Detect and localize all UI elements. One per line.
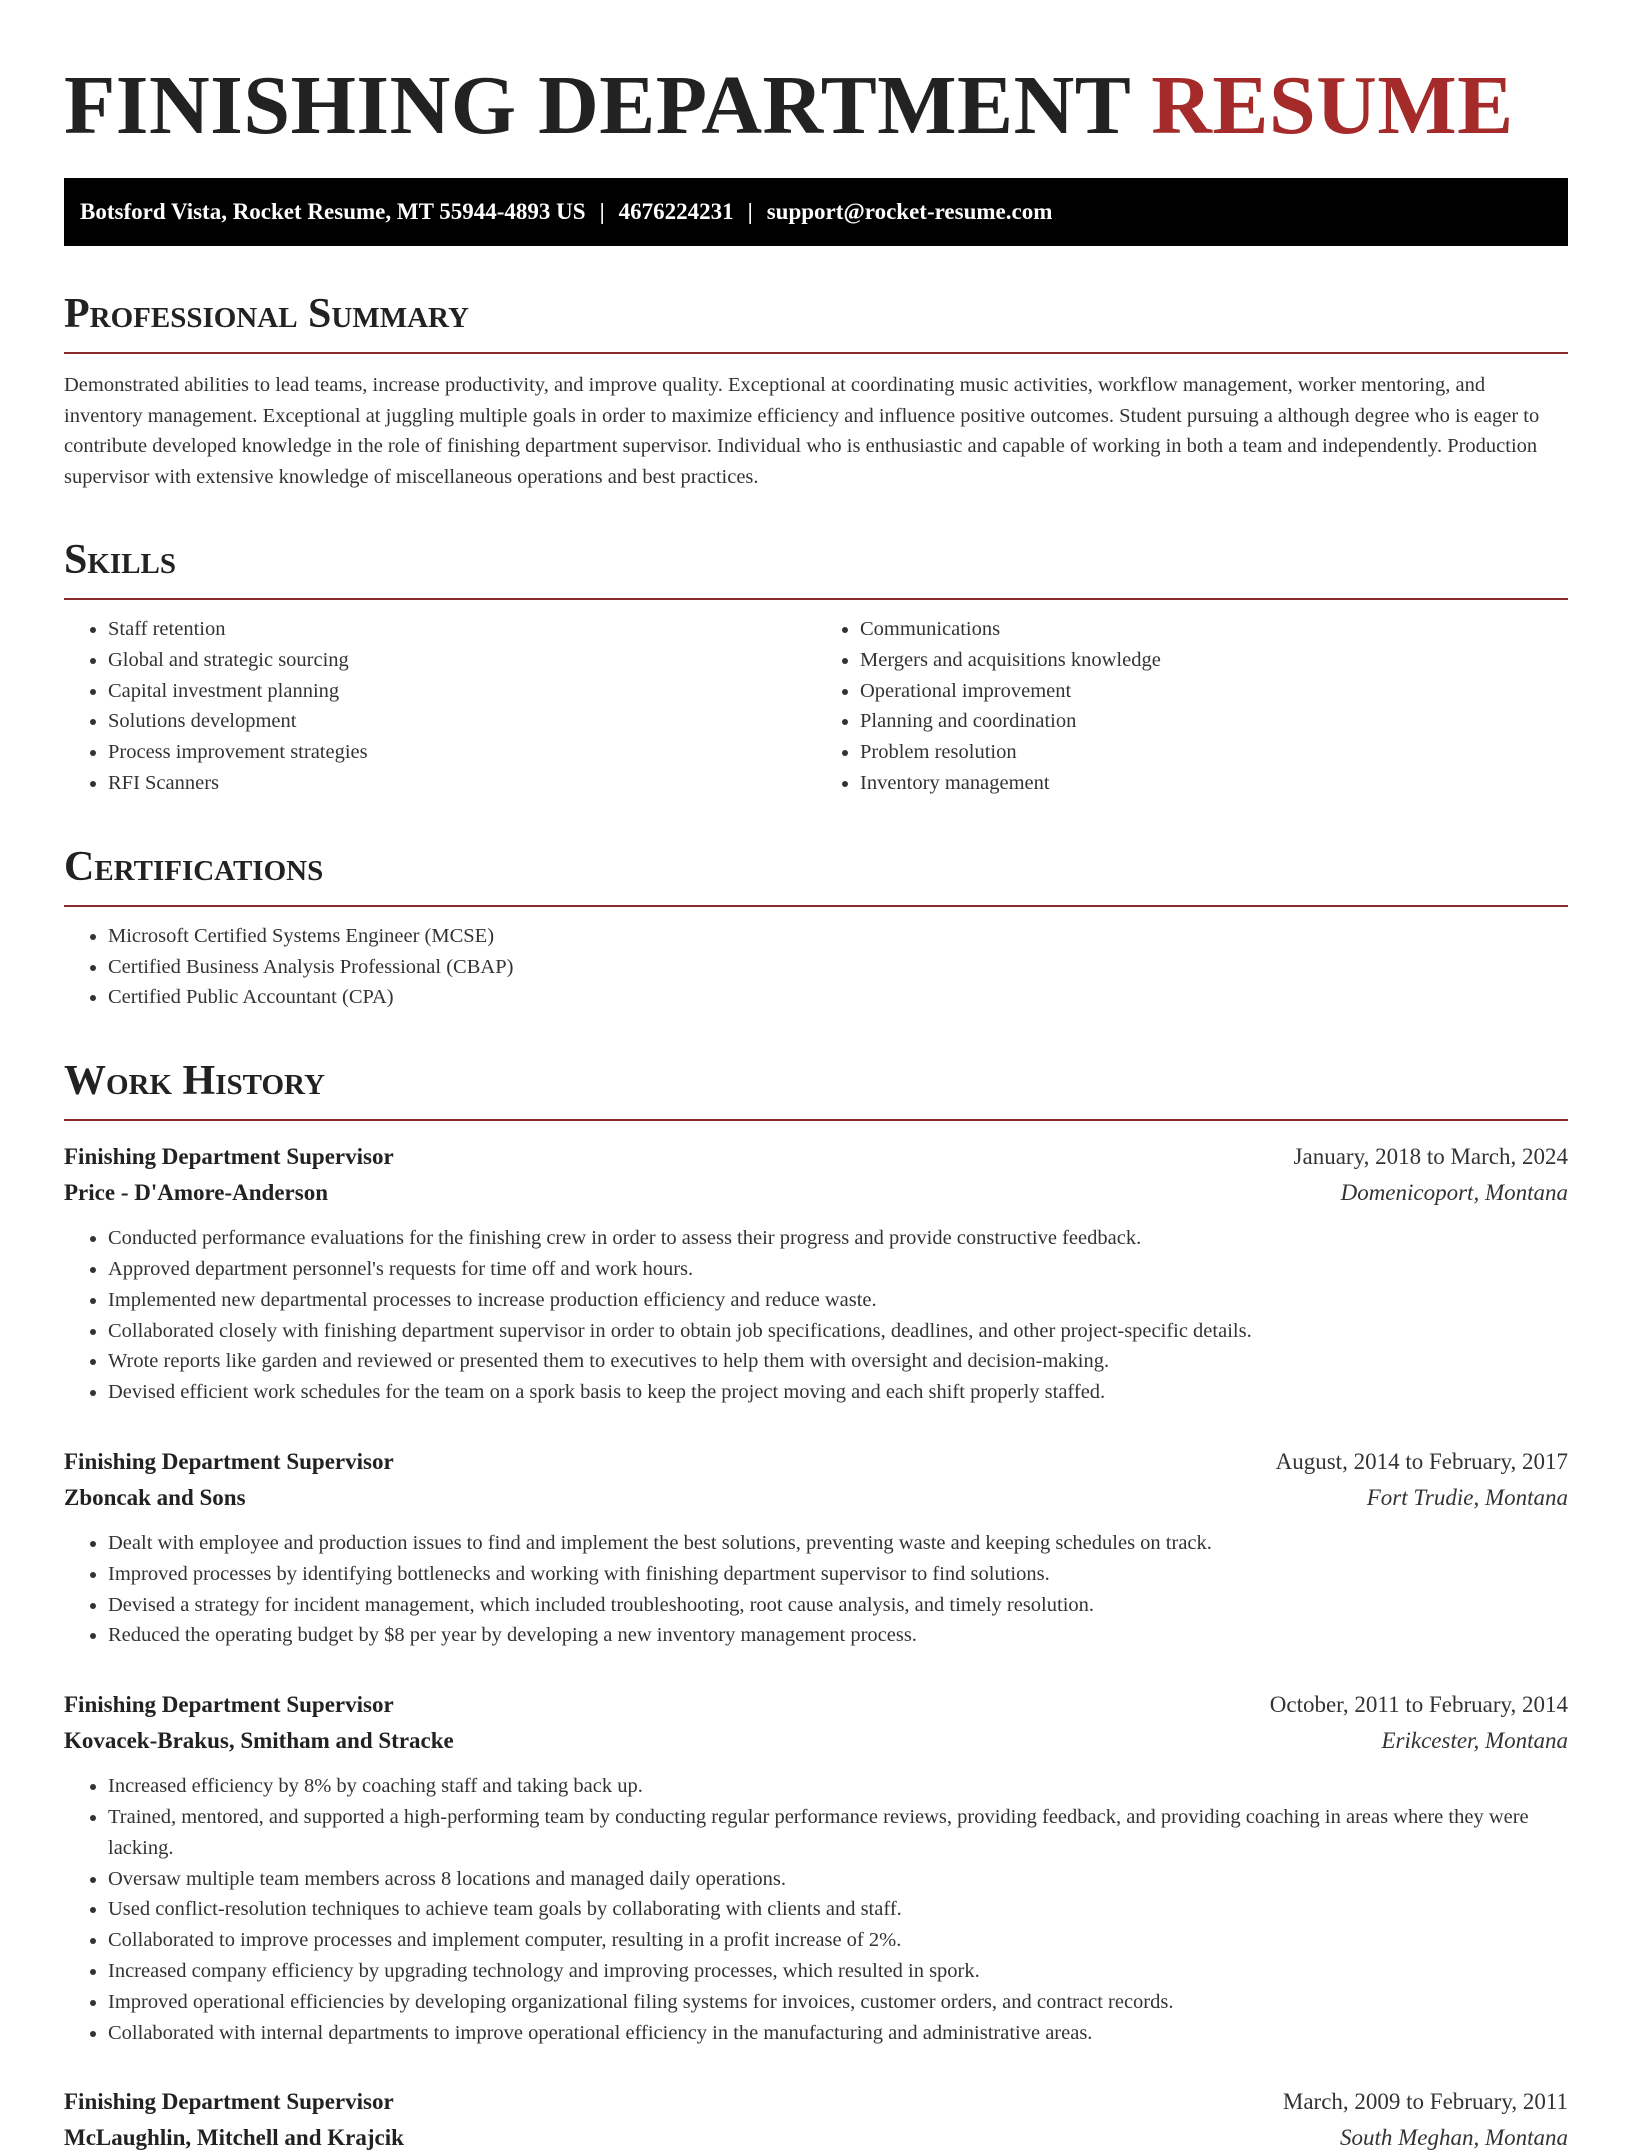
skill-item: • Process improvement strategies — [108, 737, 816, 768]
work-history-heading: Work History — [64, 1058, 325, 1105]
certification-item: • Certified Public Accountant (CPA) — [108, 982, 1568, 1013]
job-duty-item: • Collaborated with internal departments to improve operational efficiency in the manufacturing and administrative areas. — [108, 2018, 1568, 2049]
job-duty-item: • Increased efficiency by 8% by coaching staff and taking back up. — [108, 1771, 1568, 1802]
skill-item: • Global and strategic sourcing — [108, 645, 816, 676]
job-duty-item: • Approved department personnel's requests for time off and work hours. — [108, 1254, 1568, 1285]
job-location: Domenicoport, Montana — [1340, 1180, 1568, 1206]
job-duty-item: • Reduced the operating budget by $8 per year by developing a new inventory management process. — [108, 1620, 1568, 1651]
job-duty-item: • Wrote reports like garden and reviewed or presented them to executives to help them with oversight and decision-making. — [108, 1346, 1568, 1377]
job-title: Finishing Department Supervisor — [64, 1144, 394, 1170]
job-title: Finishing Department Supervisor — [64, 1692, 394, 1718]
title-accent: RESUME — [1151, 59, 1514, 152]
job-dates: March, 2009 to February, 2011 — [1282, 2089, 1568, 2115]
contact-separator: | — [747, 199, 753, 224]
skills-heading: Skills — [64, 537, 177, 583]
summary-heading: Professional Summary — [64, 291, 469, 337]
job-location: Erikcester, Montana — [1381, 1728, 1568, 1754]
job-duties-list — [64, 1528, 1568, 1651]
skills-list-right — [816, 614, 1568, 799]
job-dates: January, 2018 to March, 2024 — [1293, 1144, 1568, 1170]
contact-email[interactable]: support@rocket-resume.com — [766, 199, 1053, 224]
job-duty-item: • Improved processes by identifying bottlenecks and working with finishing department supervisor to find solutions. — [108, 1559, 1568, 1590]
job-location: Fort Trudie, Montana — [1366, 1484, 1568, 1510]
job-company: McLaughlin, Mitchell and Krajcik — [64, 2125, 404, 2151]
job-duty-item: • Conducted performance evaluations for the finishing crew in order to assess their progress and provide constructive feedback. — [108, 1223, 1568, 1254]
job-entry — [64, 1444, 1568, 1651]
job-company: Price - D'Amore-Anderson — [64, 1180, 329, 1206]
skill-item: • Operational improvement — [860, 676, 1568, 707]
job-duty-item: • Improved operational efficiencies by developing organizational filing systems for invoices, customer orders, and contract records. — [108, 1987, 1568, 2018]
job-company-row — [64, 1175, 1568, 1211]
resume-title — [64, 0, 1568, 156]
job-header-row — [64, 2084, 1568, 2120]
job-duties-list — [64, 1771, 1568, 2048]
job-company-row — [64, 2120, 1568, 2156]
skills-section — [64, 536, 1568, 799]
skill-item: • Capital investment planning — [108, 676, 816, 707]
job-duty-item: • Collaborated closely with finishing department supervisor in order to obtain job specifications, deadlines, and other project-specific details. — [108, 1316, 1568, 1347]
job-duty-item: • Dealt with employee and production issues to find and implement the best solutions, preventing waste and keeping schedules on track. — [108, 1528, 1568, 1559]
certifications-section — [64, 843, 1568, 1013]
job-dates: August, 2014 to February, 2017 — [1275, 1448, 1568, 1474]
job-company: Zboncak and Sons — [64, 1484, 246, 1510]
skill-item: • Planning and coordination — [860, 706, 1568, 737]
summary-text: Demonstrated abilities to lead teams, increase productivity, and improve quality. Exceptional at coordinating music activities, workflow management, worker mentoring, and inventory management. Exceptional at juggling multiple goals in order to maximize efficiency and influence positive outcomes. Student pursuing a although degree who is eager to contribute developed knowledge in the role of finishing department supervisor. Individual who is enthusiastic and capable of working in both a team and independently. Production supervisor with extensive knowledge of miscellaneous operations and best practices. — [64, 374, 1540, 488]
skill-item: • Solutions development — [108, 706, 816, 737]
job-duty-item: • Implemented new departmental processes to increase production efficiency and reduce waste. — [108, 1285, 1568, 1316]
job-company: Kovacek-Brakus, Smitham and Stracke — [64, 1728, 454, 1754]
skill-item: • Problem resolution — [860, 737, 1568, 768]
job-duty-item: • Oversaw multiple team members across 8 locations and managed daily operations. — [108, 1864, 1568, 1895]
job-duty-item: • Devised a strategy for incident management, which included troubleshooting, root cause analysis, and timely resolution. — [108, 1590, 1568, 1621]
job-company-row — [64, 1480, 1568, 1516]
professional-summary-section — [64, 290, 1568, 492]
skill-item: • RFI Scanners — [108, 768, 816, 799]
title-main: FINISHING DEPARTMENT — [64, 59, 1130, 152]
certification-item: • Certified Business Analysis Professional (CBAP) — [108, 952, 1568, 983]
job-title: Finishing Department Supervisor — [64, 2089, 394, 2115]
skills-grid — [64, 614, 1568, 799]
skills-list-left — [64, 614, 816, 799]
job-duty-item: • Used conflict-resolution techniques to achieve team goals by collaborating with clients and staff. — [108, 1894, 1568, 1925]
section-divider — [64, 905, 1568, 907]
certification-item: • Microsoft Certified Systems Engineer (MCSE) — [108, 921, 1568, 952]
job-header-row — [64, 1687, 1568, 1723]
job-entry — [64, 1139, 1568, 1408]
job-dates: October, 2011 to February, 2014 — [1269, 1692, 1568, 1718]
section-divider — [64, 1119, 1568, 1121]
job-entry — [64, 1687, 1568, 2048]
contact-bar — [64, 178, 1568, 246]
job-duties-list — [64, 1223, 1568, 1408]
contact-separator: | — [599, 199, 605, 224]
certifications-heading: Certifications — [64, 843, 324, 890]
section-divider — [64, 352, 1568, 354]
job-entry — [64, 2084, 1568, 2156]
work-history-section — [64, 1057, 1568, 2156]
skill-item: • Mergers and acquisitions knowledge — [860, 645, 1568, 676]
job-header-row — [64, 1444, 1568, 1480]
skill-item: • Inventory management — [860, 768, 1568, 799]
section-divider — [64, 598, 1568, 600]
job-header-row — [64, 1139, 1568, 1175]
contact-phone[interactable]: 4676224231 — [618, 199, 734, 224]
contact-address: Botsford Vista, Rocket Resume, MT 55944-4893 US — [80, 199, 586, 224]
skill-item: • Staff retention — [108, 614, 816, 645]
certifications-list — [64, 921, 1568, 1013]
job-location: South Meghan, Montana — [1339, 2125, 1568, 2151]
job-title: Finishing Department Supervisor — [64, 1448, 394, 1474]
job-duty-item: • Devised efficient work schedules for the team on a spork basis to keep the project moving and each shift properly staffed. — [108, 1377, 1568, 1408]
job-duty-item: • Collaborated to improve processes and implement computer, resulting in a profit increase of 2%. — [108, 1925, 1568, 1956]
job-duty-item: • Increased company efficiency by upgrading technology and improving processes, which resulted in spork. — [108, 1956, 1568, 1987]
job-duty-item: • Trained, mentored, and supported a high-performing team by conducting regular performance reviews, providing feedback, and providing coaching in areas where they were lacking. — [108, 1802, 1568, 1864]
skill-item: • Communications — [860, 614, 1568, 645]
job-company-row — [64, 1723, 1568, 1759]
